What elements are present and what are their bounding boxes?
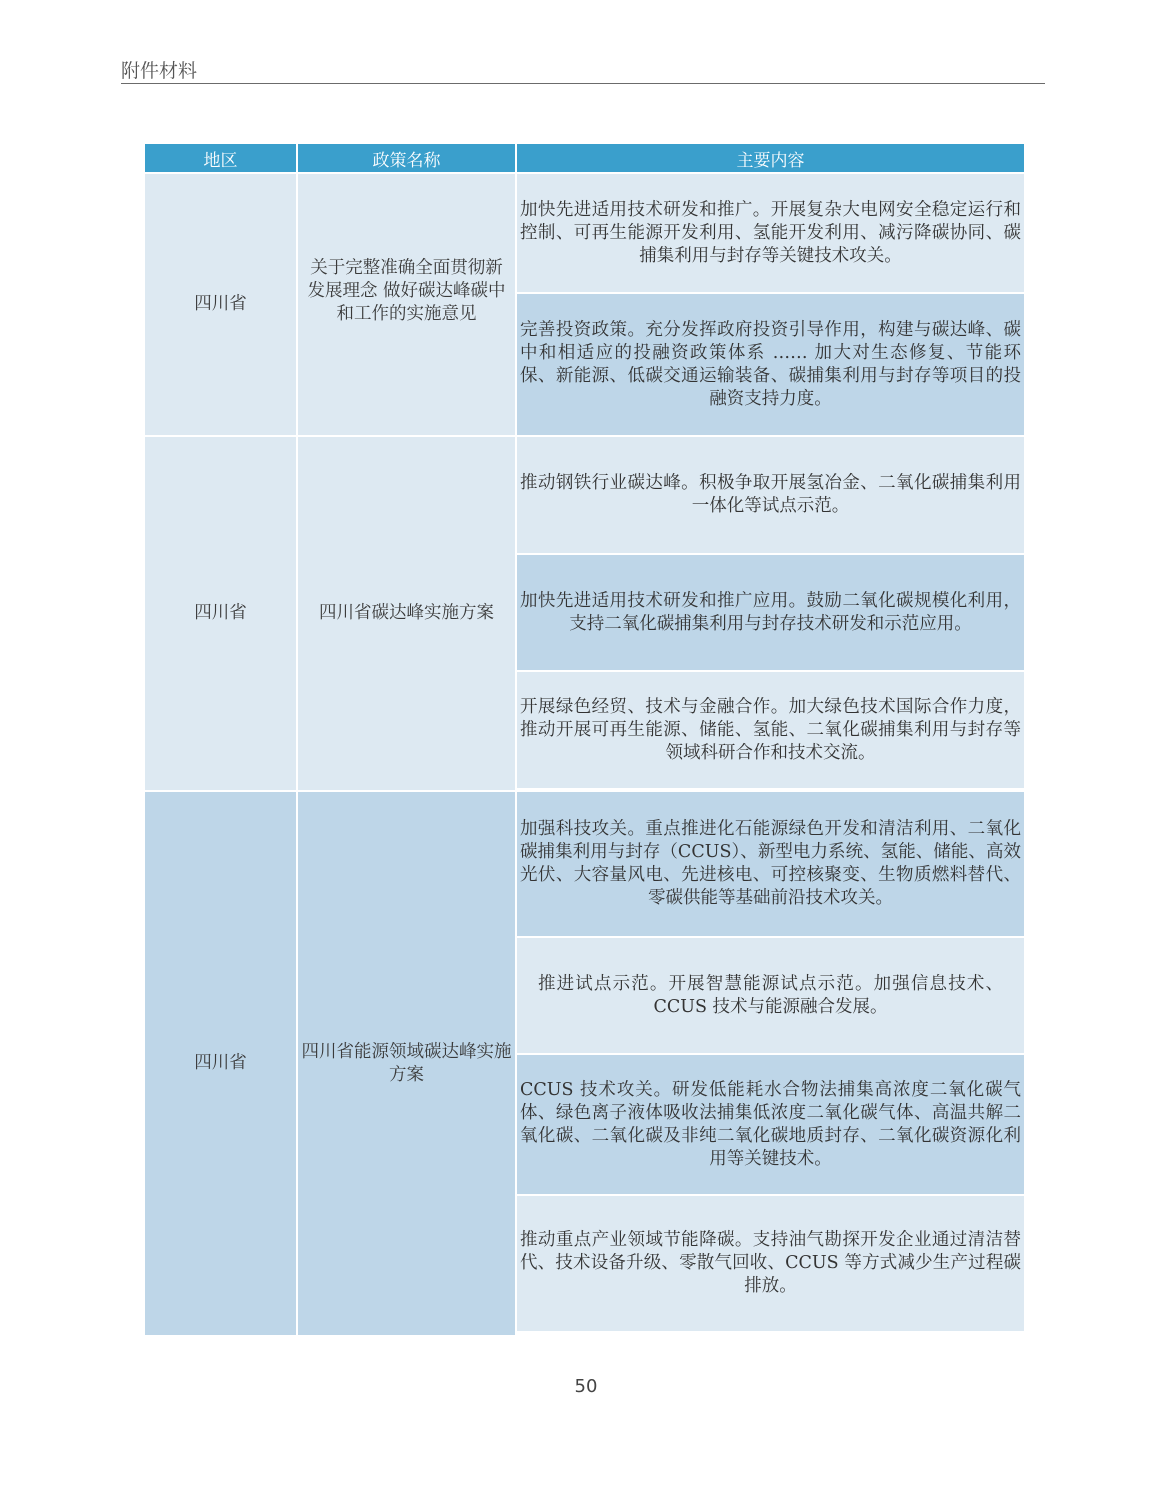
content-text: 加强科技攻关。重点推进化石能源绿色开发和清洁利用、二氧化碳捕集利用与封存（CCUS）、新型电力系统、氢能、储能、高效光伏、大容量风电、先进核电、可控核聚变、生物质燃料替代、零碳供能等基础前沿技术攻关。 [520,819,1021,908]
content-cell [517,1053,1024,1194]
content-text: 加快先进适用技术研发和推广应用。鼓励二氧化碳规模化利用，支持二氧化碳捕集利用与封存技术研发和示范应用。 [520,590,1021,634]
content-text: 开展绿色经贸、技术与金融合作。加大绿色技术国际合作力度，推动开展可再生能源、储能、氢能、二氧化碳捕集利用与封存等领域科研合作和技术交流。 [520,696,1021,763]
table-header-row [145,144,1024,172]
content-cell [517,292,1024,435]
page-number: 50 [574,1376,598,1397]
content-cells [515,437,1024,790]
column-header-region: 地区 [145,144,296,172]
content-text: 推动重点产业领域节能降碳。支持油气勘探开发企业通过清洁替代、技术设备升级、零散气回收、CCUS 等方式减少生产过程碳排放。 [520,1230,1021,1296]
region-cell: 四川省 [145,792,296,1335]
content-cells [515,792,1024,1335]
content-text: 加快先进适用技术研发和推广。开展复杂大电网安全稳定运行和控制、可再生能源开发利用、氢能开发利用、减污降碳协同、碳捕集利用与封存等关键技术攻关。 [520,199,1021,266]
content-cell [517,1194,1024,1331]
content-cells [515,174,1024,435]
content-cell [517,792,1024,936]
policy-name-cell: 四川省碳达峰实施方案 [296,437,515,790]
region-cell: 四川省 [145,437,296,790]
table-row-group [145,790,1024,1335]
column-header-content: 主要内容 [515,144,1024,172]
policy-table [145,144,1024,1335]
policy-name-text: 关于完整准确全面贯彻新发展理念 做好碳达峰碳中和工作的实施意见 [307,258,506,324]
policy-name-text: 四川省能源领域碳达峰实施方案 [301,1041,512,1085]
column-header-policy: 政策名称 [296,144,515,172]
content-text: 完善投资政策。充分发挥政府投资引导作用，构建与碳达峰、碳中和相适应的投融资政策体系 …… 加大对生态修复、节能环保、新能源、低碳交通运输装备、碳捕集利用与封存等项目的投融资支持力度。 [520,319,1021,409]
content-text: 推动钢铁行业碳达峰。积极争取开展氢冶金、二氧化碳捕集利用一体化等试点示范。 [520,473,1021,516]
content-cell [517,936,1024,1053]
content-cell [517,437,1024,553]
content-cell [517,670,1024,788]
content-text: 推进试点示范。开展智慧能源试点示范。加强信息技术、CCUS 技术与能源融合发展。 [538,973,1003,1017]
content-text: CCUS 技术攻关。研发低能耗水合物法捕集高浓度二氧化碳气体、绿色离子液体吸收法捕集低浓度二氧化碳气体、高温共解二氧化碳、二氧化碳及非纯二氧化碳地质封存、二氧化碳资源化利用等关键技术。 [520,1079,1021,1169]
policy-name-cell [296,174,515,435]
content-cell [517,553,1024,670]
content-cell [517,174,1024,292]
table-row-group [145,435,1024,790]
header-rule [121,83,1045,84]
running-head: 附件材料 [121,60,198,82]
region-cell: 四川省 [145,174,296,435]
table-row-group [145,172,1024,435]
policy-name-cell [296,792,515,1335]
